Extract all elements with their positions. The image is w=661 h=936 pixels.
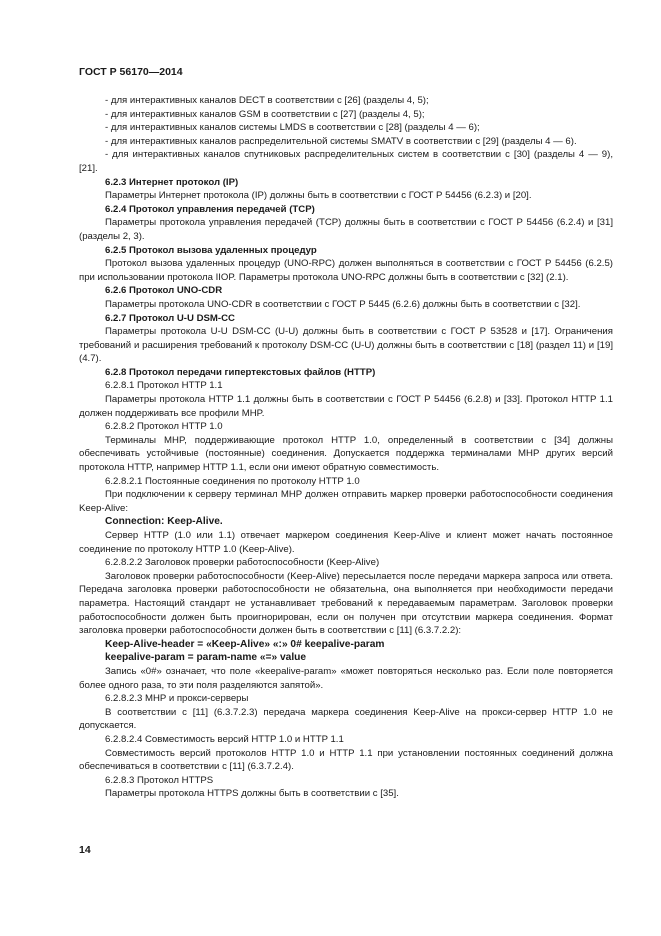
paragraph: - для интерактивных каналов GSM в соответствии с [27] (разделы 4, 5); <box>105 108 425 120</box>
document-header: ГОСТ Р 56170—2014 <box>79 66 183 78</box>
paragraph: Параметры Интернет протокола (IP) должны быть в соответствии с ГОСТ Р 54456 (6.2.3) и [20]. <box>105 190 532 202</box>
paragraph: В соответствии с [11] (6.3.7.2.3) передача маркера соединения Keep-Alive на прокси-сервер HTTP 1.0 не допускается. <box>79 706 613 732</box>
paragraph: Параметры протокола U-U DSM-CC (U-U) должны быть в соответствии с ГОСТ Р 53528 и [17]. Ограничения требований и расширения требований к протоколу DSM-CC (U-U) должны быть в соответствии с [18] (раздел 11) и [19] (4.7). <box>79 326 613 365</box>
paragraph: Параметры протокола HTTP 1.1 должны быть в соответствии с ГОСТ Р 54456 (6.2.8) и [33]. Протокол HTTP 1.1 должен поддерживать все профили MHP. <box>79 394 613 419</box>
paragraph: - для интерактивных каналов распределительной системы SMATV в соответствии с [29] (разделы 4 — 6). <box>105 135 577 147</box>
paragraph: - для интерактивных каналов спутниковых распределительных систем в соответствии с [30] (разделы 4 — 9), [21]. <box>79 149 613 174</box>
section-heading: 6.2.5 Протокол вызова удаленных процедур <box>105 244 317 256</box>
paragraph: 6.2.8.2.4 Совместимость версий HTTP 1.0 и HTTP 1.1 <box>105 733 344 745</box>
section-heading: 6.2.6 Протокол UNO-CDR <box>105 285 223 297</box>
section-heading: 6.2.4 Протокол управления передачей (TCP) <box>105 203 315 215</box>
paragraph: 6.2.8.2.2 Заголовок проверки работоспособности (Keep-Alive) <box>105 557 380 569</box>
paragraph: Параметры протокола управления передачей (TCP) должны быть в соответствии с ГОСТ Р 54456 (6.2.4) и [31] (разделы 2, 3). <box>79 217 613 242</box>
paragraph: Запись «0#» означает, что поле «keepalive-param» «может повторяться несколько раз. Если поле повторяется более одного раза, то эти поля разделяются запятой». <box>79 665 613 691</box>
paragraph: 6.2.8.2 Протокол HTTP 1.0 <box>105 421 223 433</box>
paragraph: Терминалы MHP, поддерживающие протокол HTTP 1.0, определенный в соответствии с [34] должны обеспечивать устойчивые (постоянные) соединения. Допускается поддержка терминалами MHP других версий протокола HTTP, например HTTP 1.1, если они имеют обратную совместимость. <box>79 434 613 474</box>
paragraph: При подключении к серверу терминал MHP должен отправить маркер проверки работоспособности соединения Keep-Alive: <box>79 489 613 514</box>
paragraph: Сервер HTTP (1.0 или 1.1) отвечает маркером соединения Keep-Alive и клиент может начать постоянное соединение по протоколу HTTP 1.0 (Keep-Alive). <box>79 530 613 555</box>
paragraph: 6.2.8.1 Протокол HTTP 1.1 <box>105 380 223 392</box>
paragraph: Параметры протокола UNO-CDR в соответствии с ГОСТ Р 5445 (6.2.6) должны быть в соответствии с [32]. <box>105 298 581 310</box>
paragraph: Протокол вызова удаленных процедур (UNO-RPC) должен выполняться в соответствии с ГОСТ Р 54456 (6.2.5) при использовании протокола IIOP. Параметры протокола UNO-RPC должны быть в соответствии с [32] (2.1). <box>79 258 613 283</box>
code-line: keepalive-param = param-name «=» value <box>105 652 307 664</box>
section-heading: 6.2.8 Протокол передачи гипертекстовых файлов (HTTP) <box>105 366 376 378</box>
paragraph: Параметры протокола HTTPS должны быть в соответствии с [35]. <box>105 788 399 800</box>
code-line: Connection: Keep-Alive. <box>105 516 223 528</box>
page-number: 14 <box>79 844 91 856</box>
document-body <box>79 94 613 801</box>
paragraph: - для интерактивных каналов системы LMDS в соответствии с [28] (разделы 4 — 6); <box>105 122 480 134</box>
paragraph: 6.2.8.2.3 MHP и прокси-серверы <box>105 693 249 705</box>
paragraph: - для интерактивных каналов DECT в соответствии с [26] (разделы 4, 5); <box>105 95 429 106</box>
code-line: Keep-Alive-header = «Keep-Alive» «:» 0# keepalive-param <box>105 638 385 650</box>
paragraph: 6.2.8.3 Протокол HTTPS <box>105 774 214 786</box>
paragraph: Совместимость версий протоколов HTTP 1.0 и HTTP 1.1 при установлении постоянных соединений должна обеспечиваться в соответствии с [11] (6.3.7.2.4). <box>79 747 613 773</box>
section-heading: 6.2.3 Интернет протокол (IP) <box>105 176 239 188</box>
paragraph: 6.2.8.2.1 Постоянные соединения по протоколу HTTP 1.0 <box>105 475 360 487</box>
paragraph: Заголовок проверки работоспособности (Keep-Alive) пересылается после передачи маркера запроса или ответа. Передача заголовка проверки работоспособности не обязательна, она выполняется при необходимости передачи параметра. Настоящий стандарт не устанавливает требований к передаваемым параметрам. Заголовок проверки работоспособности должен быть проигнорирован, если он получен при отсутствии маркера соединения. Формат заголовка проверки работоспособности должен быть в соответствии с [11] (6.3.7.2.2): <box>79 570 613 637</box>
section-heading: 6.2.7 Протокол U-U DSM-CC <box>105 312 235 324</box>
